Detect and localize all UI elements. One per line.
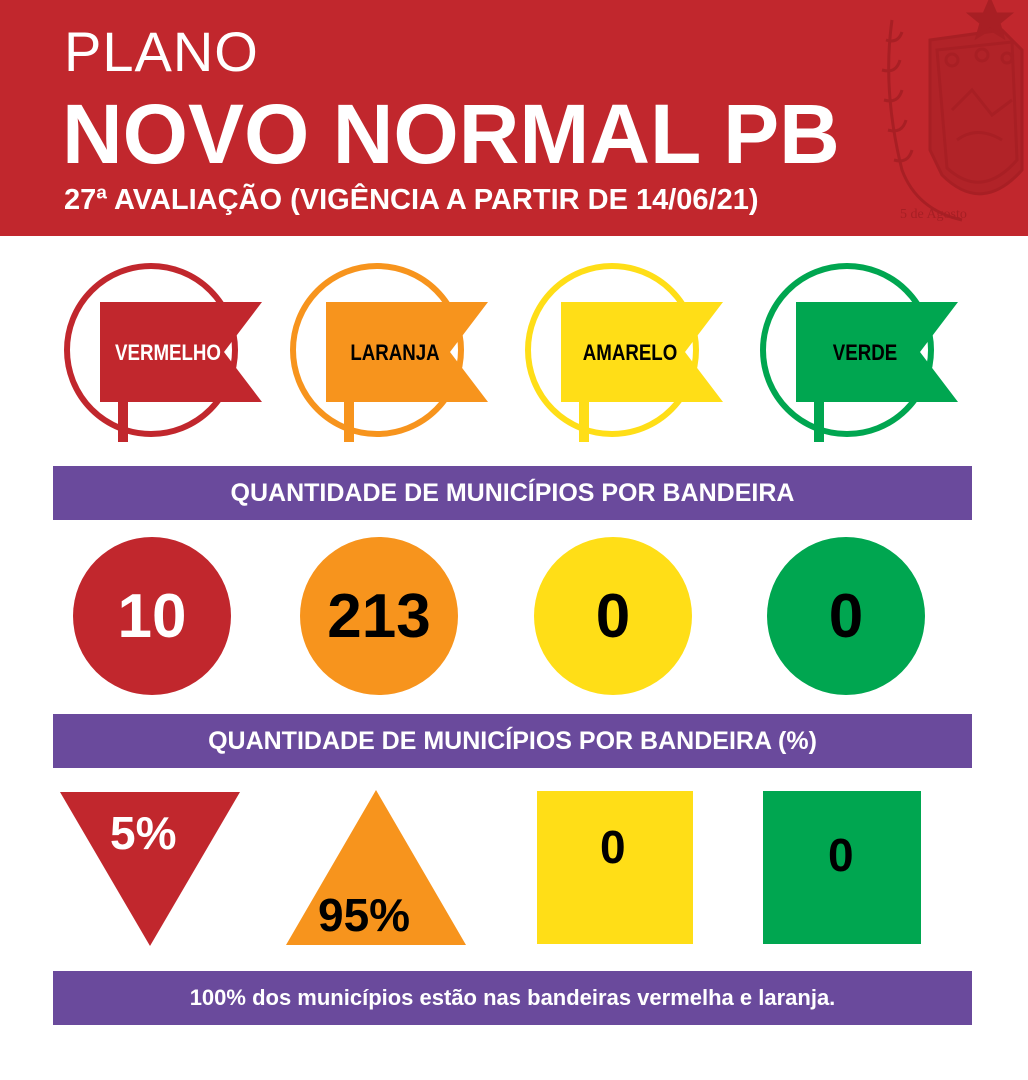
flag-label-verde: VERDE: [832, 340, 898, 365]
count-amarelo: 0: [534, 537, 692, 695]
percent-vermelho: 5%: [110, 807, 177, 859]
state-seal-icon: [872, 0, 1028, 236]
header-kicker: PLANO: [64, 20, 259, 83]
count-laranja: 213: [300, 537, 458, 695]
page-title: NOVO NORMAL PB: [62, 87, 840, 181]
percent-verde: 0: [828, 829, 854, 881]
header-banner: [0, 0, 1028, 236]
flag-legend-row: [0, 262, 1028, 442]
section-title-percent: QUANTIDADE DE MUNICÍPIOS POR BANDEIRA (%): [53, 714, 972, 768]
count-vermelho: 10: [73, 537, 231, 695]
flag-label-vermelho: VERMELHO: [115, 340, 221, 365]
flag-label-laranja: LARANJA: [350, 340, 440, 365]
percent-amarelo: 0: [600, 821, 626, 873]
flag-label-amarelo: AMARELO: [582, 340, 678, 365]
percent-laranja: 95%: [318, 889, 411, 941]
section-title-counts: QUANTIDADE DE MUNICÍPIOS POR BANDEIRA: [53, 466, 972, 520]
count-verde: 0: [767, 537, 925, 695]
footer-summary: 100% dos municípios estão nas bandeiras vermelha e laranja.: [53, 971, 972, 1025]
page-subtitle: 27ª AVALIAÇÃO (VIGÊNCIA A PARTIR DE 14/06/21): [64, 184, 759, 216]
svg-text:5 de Agosto: 5 de Agosto: [900, 207, 967, 222]
